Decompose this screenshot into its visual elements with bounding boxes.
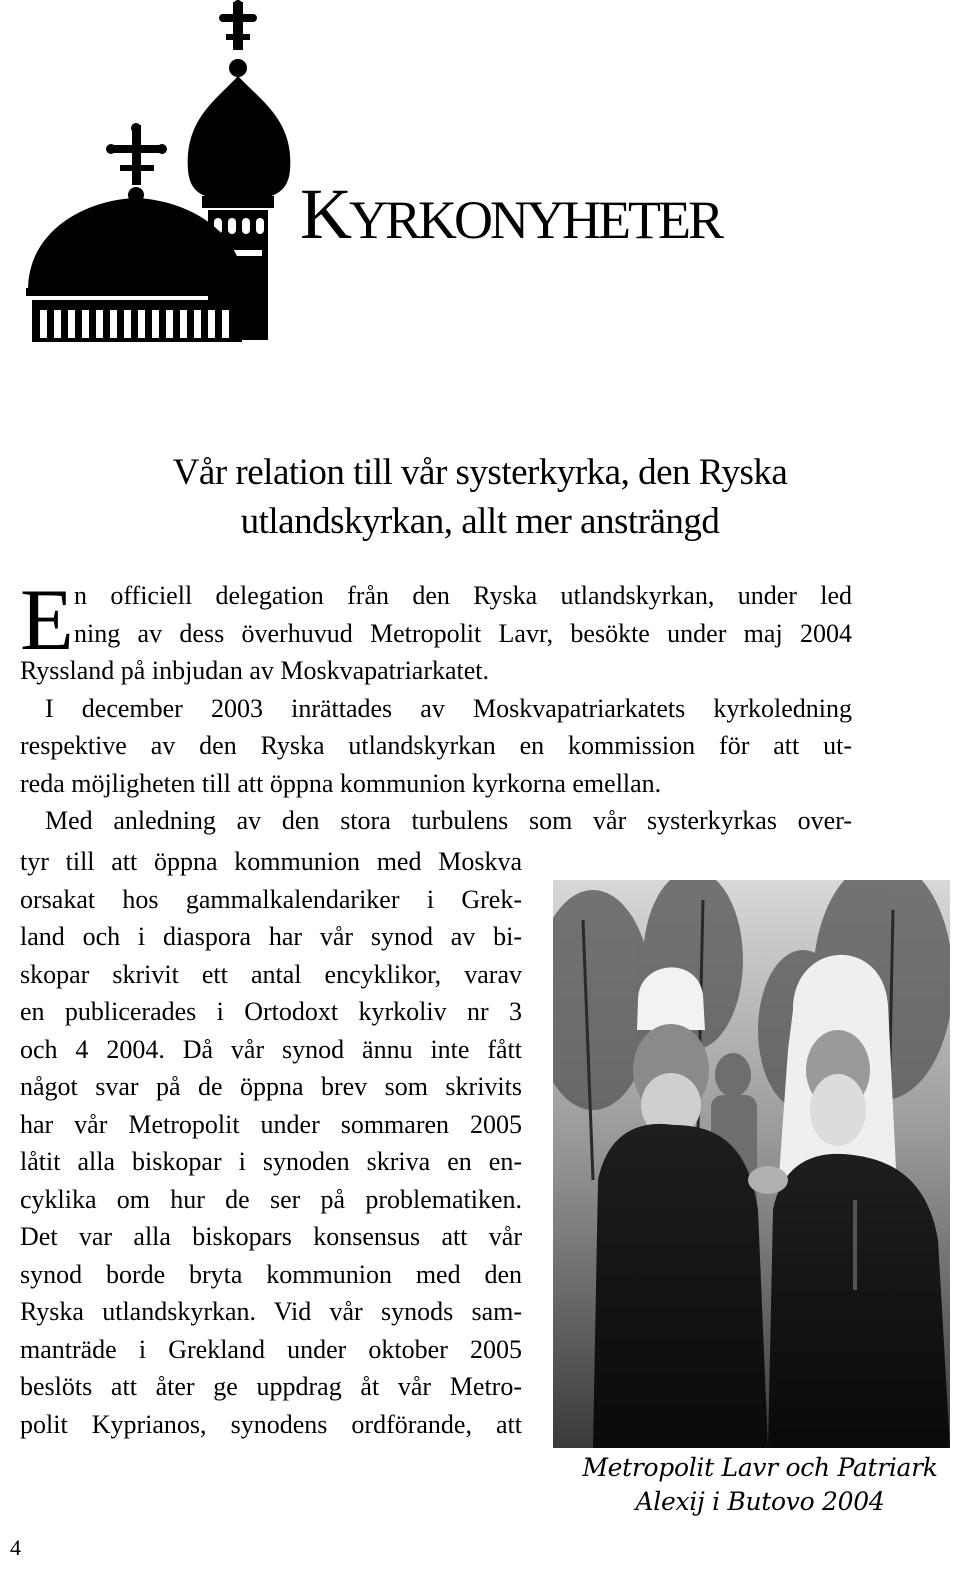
body-line: n officiell delegation från den Ryska utlandskyrkan, under led	[74, 581, 852, 610]
article-title-line: Vår relation till vår systerkyrka, den Ryska	[172, 452, 788, 493]
photo	[553, 880, 950, 1448]
article-title-line: utlandskyrkan, allt mer ansträngd	[240, 501, 720, 542]
page-number: 4	[10, 1535, 21, 1560]
body-line: land och i diaspora har vår synod av bi-	[20, 922, 522, 951]
section-title-rest: YRKONYHETER	[349, 190, 721, 250]
section-title	[300, 174, 721, 254]
body-line: Med anledning av den stora turbulens som vår systerkyrkas over-	[45, 806, 852, 835]
body-line: synod borde bryta kommunion med den	[20, 1259, 522, 1289]
article-body-column	[20, 843, 522, 1443]
body-line: beslöts att åter ge uppdrag åt vår Metro-	[20, 1372, 522, 1401]
drop-cap: E	[20, 572, 74, 669]
photo-caption-line: Metropolit Lavr och Patriark	[582, 1453, 938, 1482]
body-line: och 4 2004. Då vår synod ännu inte fått	[20, 1034, 522, 1064]
body-line: låtit alla biskopar i synoden skriva en en-	[20, 1147, 522, 1176]
photo-caption	[560, 1451, 960, 1519]
body-line: skopar skrivit ett antal encyklikor, varav	[20, 959, 522, 989]
body-line: har vår Metropolit under sommaren 2005	[20, 1109, 522, 1139]
body-line: I december 2003 inrättades av Moskvapatriarkatets kyrkoledning	[45, 693, 852, 723]
body-line: en publicerades i Ortodoxt kyrkoliv nr 3	[20, 997, 522, 1026]
section-title-initial: K	[300, 174, 349, 254]
body-line: något svar på de öppna brev som skrivits	[20, 1072, 522, 1101]
body-line: cyklika om hur de ser på problematiken.	[20, 1184, 522, 1214]
body-line: ning av dess överhuvud Metropolit Lavr, besökte under maj 2004	[74, 618, 852, 648]
body-line: Det var alla biskopars konsensus att vår	[20, 1222, 522, 1251]
body-line: respektive av den Ryska utlandskyrkan en kommission för att ut-	[20, 731, 852, 760]
body-line: tyr till att öppna kommunion med Moskva	[20, 847, 522, 876]
body-line: orsakat hos gammalkalendariker i Grek-	[20, 884, 522, 914]
body-line: manträde i Grekland under oktober 2005	[20, 1334, 522, 1364]
article-body	[20, 572, 852, 840]
body-line: polit Kyprianos, synodens ordförande, att	[20, 1409, 522, 1439]
article-title	[0, 448, 960, 546]
photo-caption-line: Alexij i Butovo 2004	[635, 1487, 885, 1516]
body-line: Ryssland på inbjudan av Moskvapatriarkatet.	[20, 656, 490, 685]
body-line: Ryska utlandskyrkan. Vid vår synods sam-	[20, 1297, 522, 1326]
body-line: reda möjligheten till att öppna kommunion kyrkorna emellan.	[20, 768, 662, 798]
church-domes-logo	[16, 0, 316, 350]
